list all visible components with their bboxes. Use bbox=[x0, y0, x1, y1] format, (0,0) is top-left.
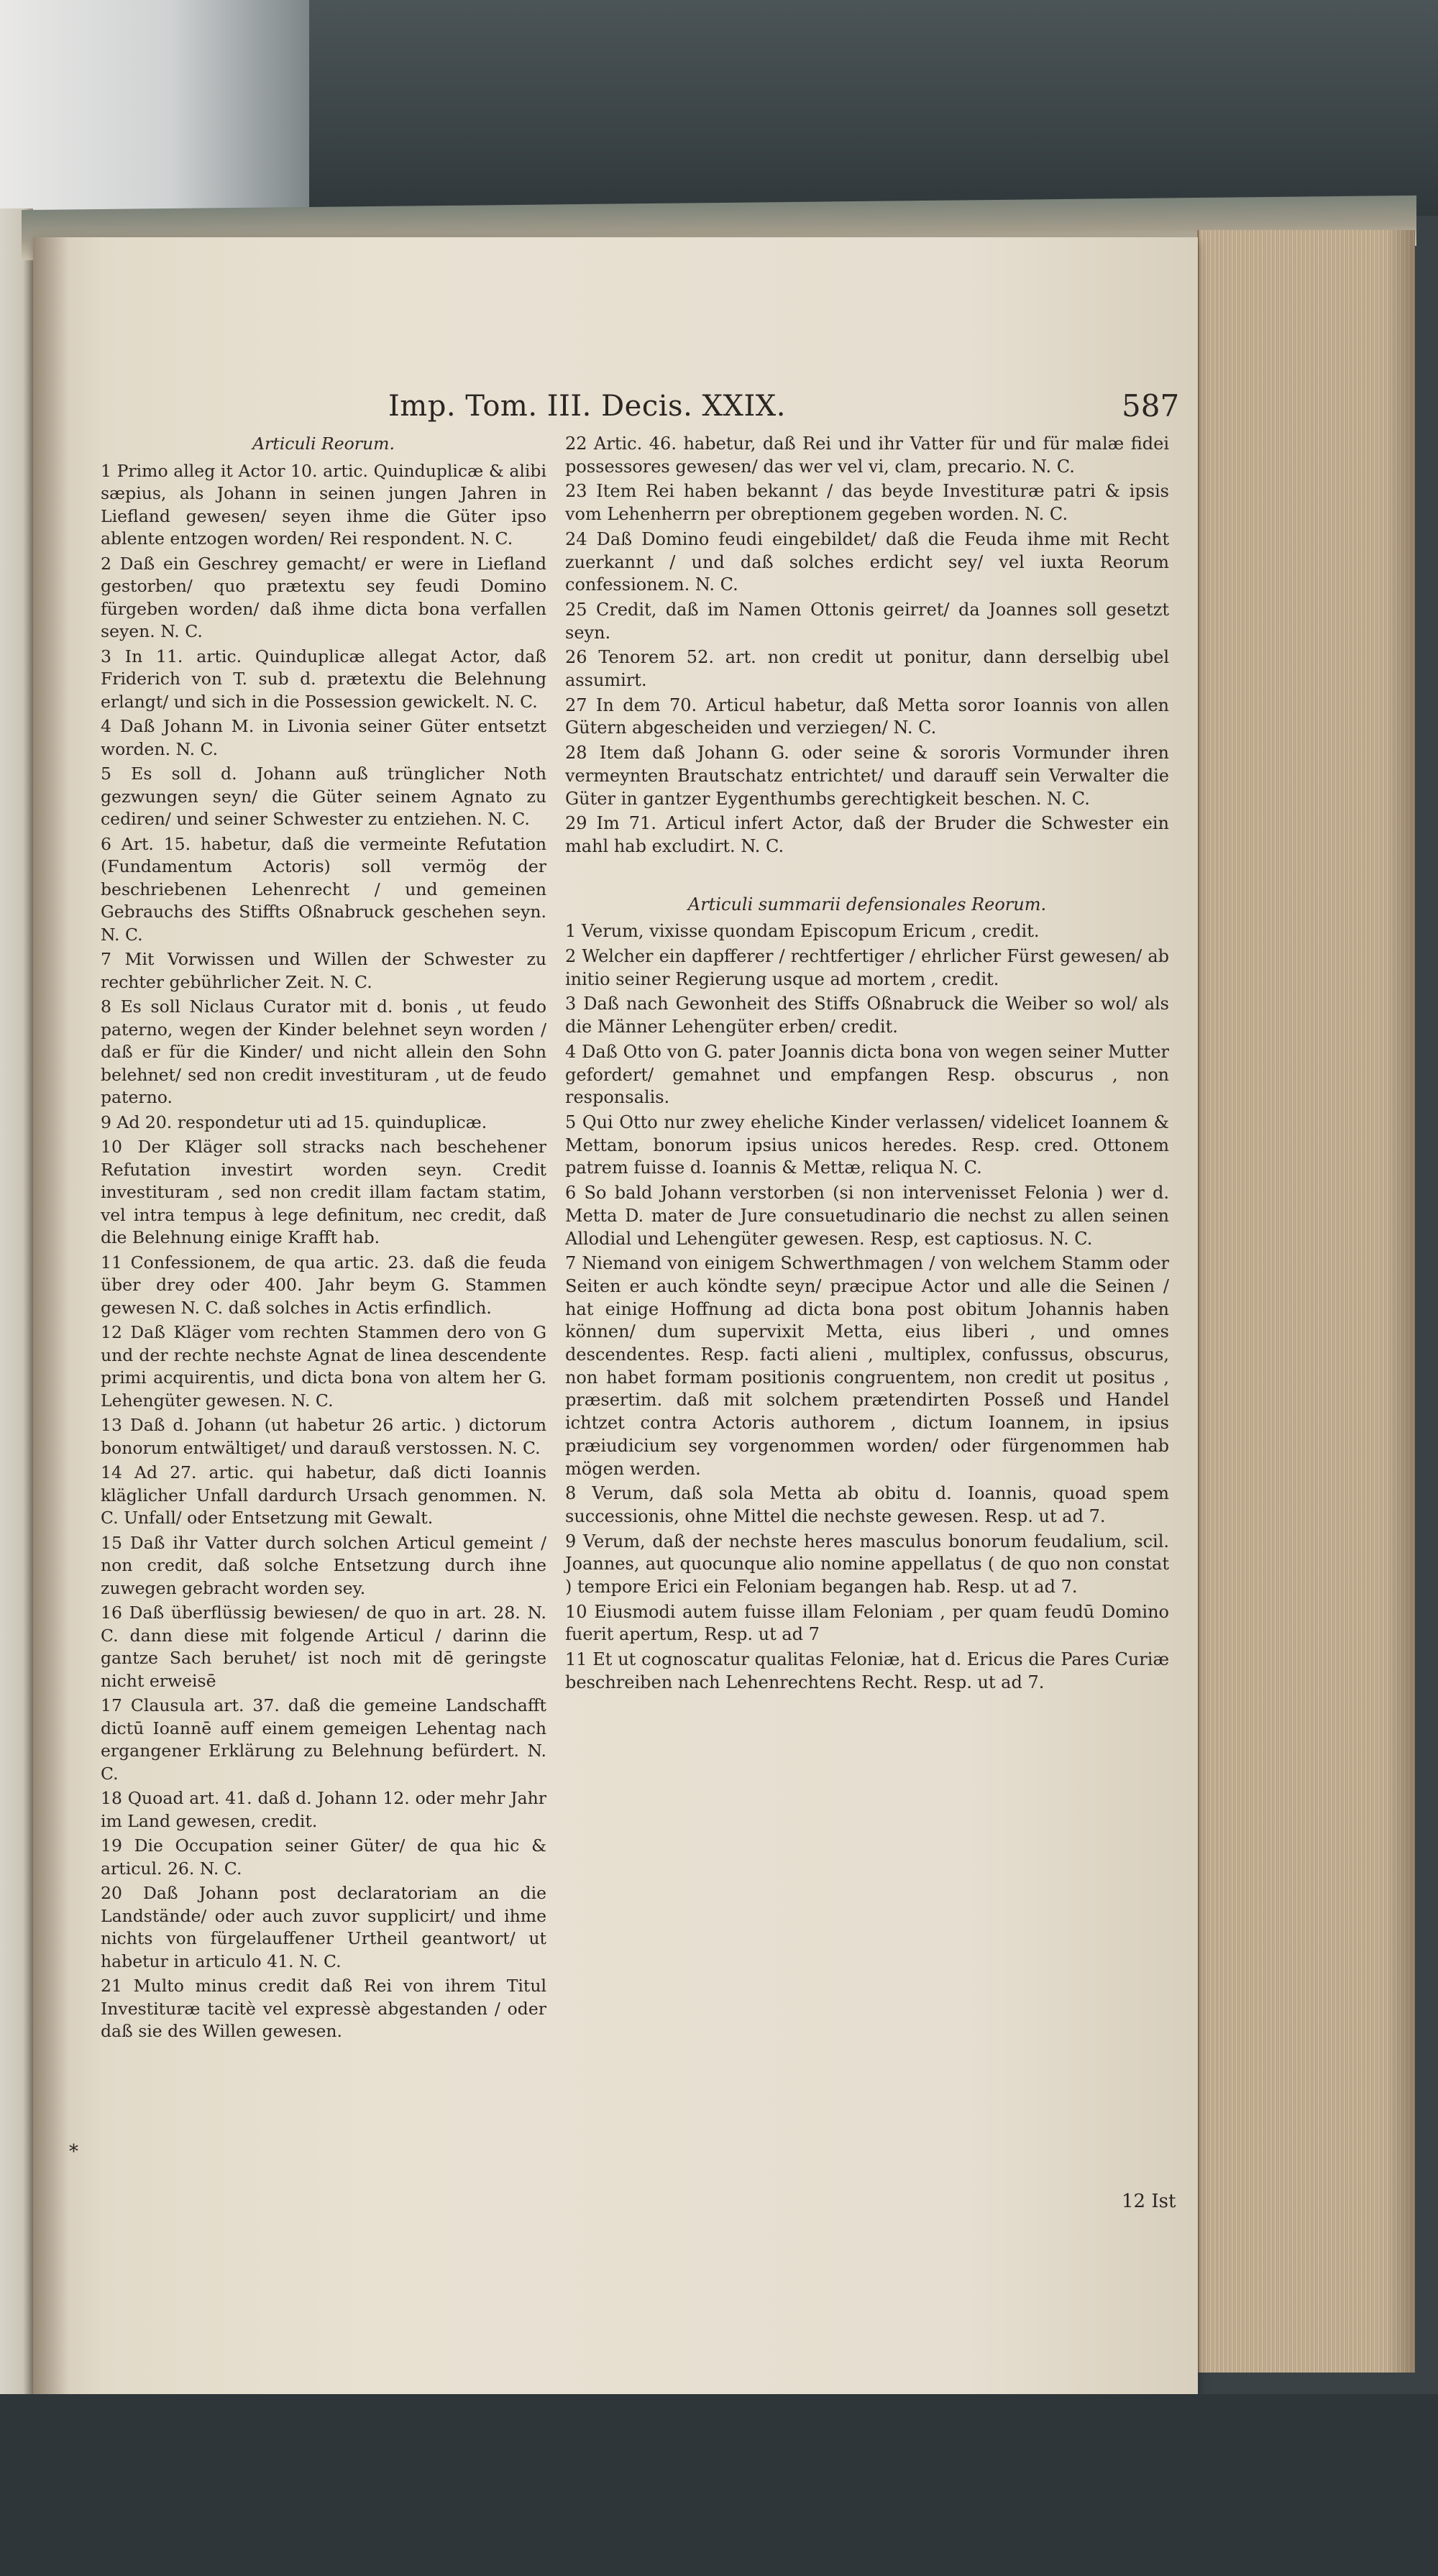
section-heading: Articuli Reorum. bbox=[252, 434, 395, 454]
article-paragraph: 13 Daß d. Johann (ut habetur 26 artic. ) dictorum bonorum entwältiget/ und darauß verstossen. N. C. bbox=[101, 1415, 546, 1458]
article-paragraph: 4 Daß Johann M. in Livonia seiner Güter entsetzt worden. N. C. bbox=[101, 716, 546, 759]
article-paragraph: 21 Multo minus credit daß Rei von ihrem Titul Investituræ tacitè vel expressè abgestanden / oder daß sie des Willen gewesen. bbox=[101, 1976, 546, 2041]
article-paragraph: 5 Es soll d. Johann auß trünglicher Noth gezwungen seyn/ die Güter seinem Agnato zu cediren/ und seiner Schwester zu entziehen. N. C. bbox=[101, 764, 546, 829]
article-paragraph: 3 In 11. artic. Quinduplicæ allegat Actor, daß Friderich von T. sub d. prætextu die Belehnung erlangt/ und sich in die Possession gewickelt. N. C. bbox=[101, 646, 546, 712]
margin-mark: * bbox=[69, 2141, 78, 2163]
article-paragraph: 24 Daß Domino feudi eingebildet/ daß die Feuda ihme mit Recht zuerkannt / und daß solches erdicht sey/ vel iuxta Reorum confessionem. N. C. bbox=[565, 528, 1169, 595]
article-paragraph: 16 Daß überflüssig bewiesen/ de quo in art. 28. N. C. dann diese mit folgende Articul / darinn die gantze Sach beruhet/ ist noch mit dē geringste nicht erweisē bbox=[101, 1603, 546, 1691]
right-column bbox=[565, 433, 1169, 1697]
page-number: 587 bbox=[1122, 388, 1180, 423]
article-paragraph: 9 Verum, daß der nechste heres masculus bonorum feudalium, scil. Joannes, aut quocunque alio nomine appellatus ( de quo non constat ) tempore Erici ein Feloniam begangen hab. Resp. ut ad 7. bbox=[565, 1531, 1169, 1598]
article-paragraph: 25 Credit, daß im Namen Ottonis geirret/ da Joannes soll gesetzt seyn. bbox=[565, 599, 1169, 643]
article-paragraph: 10 Eiusmodi autem fuisse illam Feloniam , per quam feudū Domino fuerit apertum, Resp. ut ad 7 bbox=[565, 1601, 1169, 1645]
catchword: 12 Ist bbox=[1122, 2191, 1176, 2212]
article-paragraph: 23 Item Rei haben bekannt / das beyde Investituræ patri & ipsis vom Lehenherrn per obreptionem gegeben worden. N. C. bbox=[565, 481, 1169, 525]
section-heading: Articuli summarii defensionales Reorum. bbox=[687, 894, 1047, 915]
article-paragraph: 1 Verum, vixisse quondam Episcopum Ericum , credit. bbox=[565, 921, 1040, 942]
article-paragraph: 29 Im 71. Articul infert Actor, daß der Bruder die Schwester ein mahl hab excludirt. N. C. bbox=[565, 813, 1169, 856]
article-paragraph: 27 In dem 70. Articul habetur, daß Metta soror Ioannis von allen Gütern abgescheiden und verziegen/ N. C. bbox=[565, 695, 1169, 738]
book-cover-edge bbox=[0, 208, 33, 2567]
article-paragraph: 2 Welcher ein dapfferer / rechtfertiger / ehrlicher Fürst gewesen/ ab initio seiner Regierung usque ad mortem , credit. bbox=[565, 946, 1169, 989]
article-paragraph: 5 Qui Otto nur zwey eheliche Kinder verlassen/ videlicet Ioannem & Mettam, bonorum ipsius unicos heredes. Resp. cred. Ottonem patrem fuisse d. Ioannis & Mettæ, reliqua N. C. bbox=[565, 1111, 1169, 1178]
article-paragraph: 22 Artic. 46. habetur, daß Rei und ihr Vatter für und für malæ fidei possessores gewesen/ das wer vel vi, clam, precario. N. C. bbox=[565, 434, 1169, 477]
article-paragraph: 6 Art. 15. habetur, daß die vermeinte Refutation (Fundamentum Actoris) soll vermög der beschriebenen Lehenrecht / und gemeinen Gebrauchs des Stiffts Oßnabruck geschehen seyn. N. C. bbox=[101, 833, 546, 945]
page-edges bbox=[1197, 230, 1415, 2373]
article-paragraph: 6 So bald Johann verstorben (si non intervenisset Felonia ) wer d. Metta D. mater de Jure consuetudinario die nechst zu allen seinen Allodial und Lehengüter gewesen. Resp, est captiosus. N. C. bbox=[565, 1183, 1169, 1249]
article-paragraph: 26 Tenorem 52. art. non credit ut ponitur, dann derselbig ubel assumirt. bbox=[565, 647, 1169, 691]
article-paragraph: 11 Et ut cognoscatur qualitas Feloniæ, hat d. Ericus die Pares Curiæ beschreiben nach Lehenrechtens Recht. Resp. ut ad 7. bbox=[565, 1649, 1169, 1692]
left-column bbox=[101, 433, 546, 2045]
article-paragraph: 15 Daß ihr Vatter durch solchen Articul gemeint / non credit, daß solche Entsetzung durch ihne zuwegen gebracht worden sey. bbox=[101, 1532, 546, 1598]
article-paragraph: 12 Daß Kläger vom rechten Stammen dero von G und der rechte nechste Agnat de linea descendente primi acquirentis, und dicta bona von altem her G. Lehengüter gewesen. N. C. bbox=[101, 1322, 546, 1411]
running-header: Imp. Tom. III. Decis. XXIX. bbox=[388, 390, 786, 423]
article-paragraph: 9 Ad 20. respondetur uti ad 15. quinduplicæ. bbox=[101, 1111, 487, 1132]
article-paragraph: 8 Es soll Niclaus Curator mit d. bonis , ut feudo paterno, wegen der Kinder belehnet seyn worden / daß er für die Kinder/ und nicht allein den Sohn belehnet/ sed non credit investituram , ut de feudo paterno. bbox=[101, 996, 546, 1107]
spacer bbox=[565, 861, 1169, 894]
article-paragraph: 18 Quoad art. 41. daß d. Johann 12. oder mehr Jahr im Land gewesen, credit. bbox=[101, 1788, 546, 1831]
article-paragraph: 20 Daß Johann post declaratoriam an die Landstände/ oder auch zuvor supplicirt/ und ihme nichts von fürgelauffener Urtheil geantwort/ ut habetur in articulo 41. N. C. bbox=[101, 1883, 546, 1971]
article-paragraph: 17 Clausula art. 37. daß die gemeine Landschafft dictū Ioannē auff einem gemeigen Lehentag nach ergangener Erklärung zu Belehnung befürdert. N. C. bbox=[101, 1695, 546, 1784]
article-paragraph: 3 Daß nach Gewonheit des Stiffs Oßnabruck die Weiber so wol/ als die Männer Lehengüter erben/ credit. bbox=[565, 994, 1169, 1037]
article-paragraph: 10 Der Kläger soll stracks nach beschehener Refutation investirt worden seyn. Credit investituram , sed non credit illam factam statim, vel intra tempus à lege definitum, nec credit, daß die Belehnung einige Krafft hab. bbox=[101, 1137, 546, 1247]
article-paragraph: 2 Daß ein Geschrey gemacht/ er were in Liefland gestorben/ quo prætextu sey feudi Domino fürgeben worden/ daß ihme dicta bona verfallen seyen. N. C. bbox=[101, 553, 546, 641]
article-paragraph: 4 Daß Otto von G. pater Joannis dicta bona von wegen seiner Mutter gefordert/ gemahnet und empfangen Resp. obscurus , non responsalis. bbox=[565, 1041, 1169, 1108]
article-paragraph: 19 Die Occupation seiner Güter/ de qua hic & articul. 26. N. C. bbox=[101, 1835, 546, 1879]
article-paragraph: 7 Niemand von einigem Schwerthmagen / von welchem Stamm oder Seiten er auch köndte seyn/ præcipue Actor und alle die Seinen / hat einige Hoffnung ad dicta bona post obitum Johannis haben können/ dum supervixit Metta, eius liberi , und omnes descendentes. Resp. facti alieni , multiplex, confussus, obscurus, non habet formam positionis congruentem, non credit ut positus , præsertim. daß mit solchem prætendirten Posseß und Handel ichtzet contra Actoris authorem , dictum Ioannem, in ipsius præiudicium sey vorgenommen worden/ oder fürgenommen hab mögen werden. bbox=[565, 1253, 1169, 1479]
article-paragraph: 8 Verum, daß sola Metta ab obitu d. Ioannis, quoad spem successionis, ohne Mittel die nechste gewesen. Resp. ut ad 7. bbox=[565, 1483, 1169, 1526]
article-paragraph: 7 Mit Vorwissen und Willen der Schwester zu rechter gebührlicher Zeit. N. C. bbox=[101, 949, 546, 992]
bottom-background bbox=[0, 2394, 1438, 2576]
article-paragraph: 14 Ad 27. artic. qui habetur, daß dicti Ioannis kläglicher Unfall dardurch Ursach genommen. N. C. Unfall/ oder Entsetzung mit Gewalt. bbox=[101, 1462, 546, 1528]
backdrop-light bbox=[0, 0, 309, 216]
article-paragraph: 28 Item daß Johann G. oder seine & sororis Vormunder ihren vermeynten Brautschatz entrichtet/ und darauff sein Verwalter die Güter in gantzer Eygenthumbs gerechtigkeit beschen. N. C. bbox=[565, 743, 1169, 809]
article-paragraph: 11 Confessionem, de qua artic. 23. daß die feuda über drey oder 400. Jahr beym G. Stammen gewesen N. C. daß solches in Actis erfindlich. bbox=[101, 1252, 546, 1318]
article-paragraph: 1 Primo alleg it Actor 10. artic. Quinduplicæ & alibi sæpius, als Johann in seinen jungen Jahren in Liefland gewesen/ seyen ihme die Güter ipso ablente entzogen worden/ Rei respondent. N. C. bbox=[101, 460, 546, 549]
gutter-shadow bbox=[33, 237, 69, 2394]
